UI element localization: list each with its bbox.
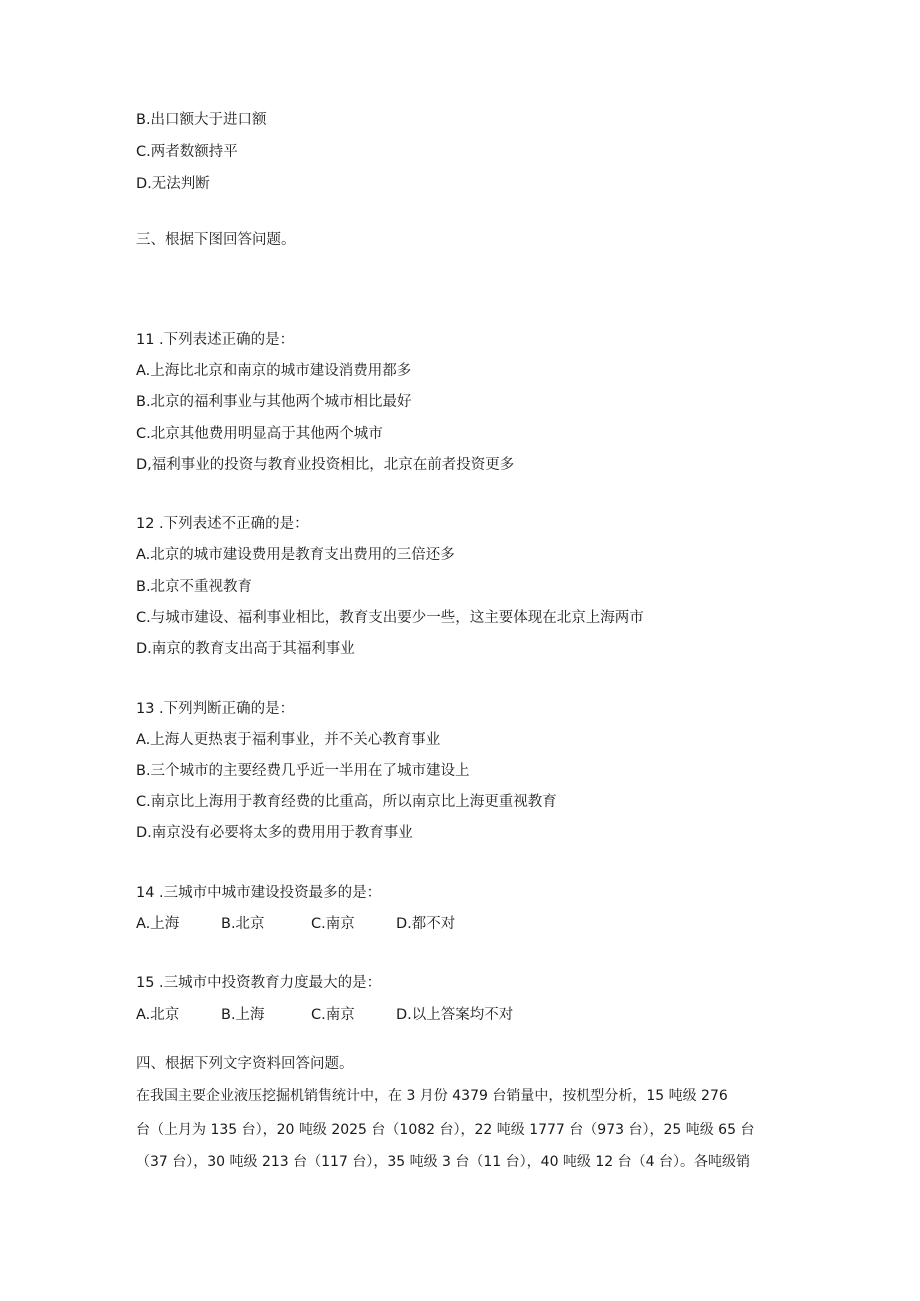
q10-option-d: D.无法判断: [136, 176, 210, 192]
q11-option-d: D,福利事业的投资与教育业投资相比，北京在前者投资更多: [136, 457, 515, 473]
q12-stem: 12 .下列表述不正确的是：: [136, 516, 309, 532]
section3-heading: 三、根据下图回答问题。: [136, 232, 296, 248]
q12-option-d: D.南京的教育支出高于其福利事业: [136, 641, 355, 657]
q14-option-b: B.北京: [221, 916, 265, 932]
q13-option-b: B.三个城市的主要经费几乎近一半用在了城市建设上: [136, 763, 470, 779]
section4-heading: 四、根据下列文字资料回答问题。: [136, 1056, 354, 1072]
q10-option-c: C.两者数额持平: [136, 144, 238, 160]
section4-paragraph-line-2: 台（上月为 135 台），20 吨级 2025 台（1082 台），22 吨级 1777 台（973 台），25 吨级 65 台: [136, 1122, 755, 1138]
q14-stem: 14 .三城市中城市建设投资最多的是：: [136, 885, 382, 901]
q13-option-a: A.上海人更热衷于福利事业，并不关心教育事业: [136, 732, 441, 748]
q15-stem: 15 .三城市中投资教育力度最大的是：: [136, 975, 382, 991]
q13-option-c: C.南京比上海用于教育经费的比重高，所以南京比上海更重视教育: [136, 794, 557, 810]
q15-option-c: C.南京: [311, 1007, 355, 1023]
q11-option-b: B.北京的福利事业与其他两个城市相比最好: [136, 394, 412, 410]
q15-option-d: D.以上答案均不对: [396, 1007, 514, 1023]
q14-option-d: D.都不对: [396, 916, 456, 932]
q14-option-a: A.上海: [136, 916, 180, 932]
q11-stem: 11 .下列表述正确的是：: [136, 332, 295, 348]
q15-option-a: A.北京: [136, 1007, 180, 1023]
q12-option-b: B.北京不重视教育: [136, 579, 253, 595]
section4-paragraph-line-1: 在我国主要企业液压挖掘机销售统计中，在 3 月份 4379 台销量中，按机型分析，15 吨级 276: [136, 1088, 728, 1104]
q12-option-c: C.与城市建设、福利事业相比，教育支出要少一些，这主要体现在北京上海两市: [136, 610, 644, 626]
q13-option-d: D.南京没有必要将太多的费用用于教育事业: [136, 825, 413, 841]
q15-option-b: B.上海: [221, 1007, 265, 1023]
q11-option-c: C.北京其他费用明显高于其他两个城市: [136, 426, 383, 442]
section4-paragraph-line-3: （37 台），30 吨级 213 台（117 台），35 吨级 3 台（11 台），40 吨级 12 台（4 台）。各吨级销: [136, 1154, 750, 1170]
q11-option-a: A.上海比北京和南京的城市建设消费用都多: [136, 363, 412, 379]
q10-option-b: B.出口额大于进口额: [136, 112, 267, 128]
q14-option-c: C.南京: [311, 916, 355, 932]
q13-stem: 13 .下列判断正确的是：: [136, 701, 295, 717]
q12-option-a: A.北京的城市建设费用是教育支出费用的三倍还多: [136, 547, 455, 563]
